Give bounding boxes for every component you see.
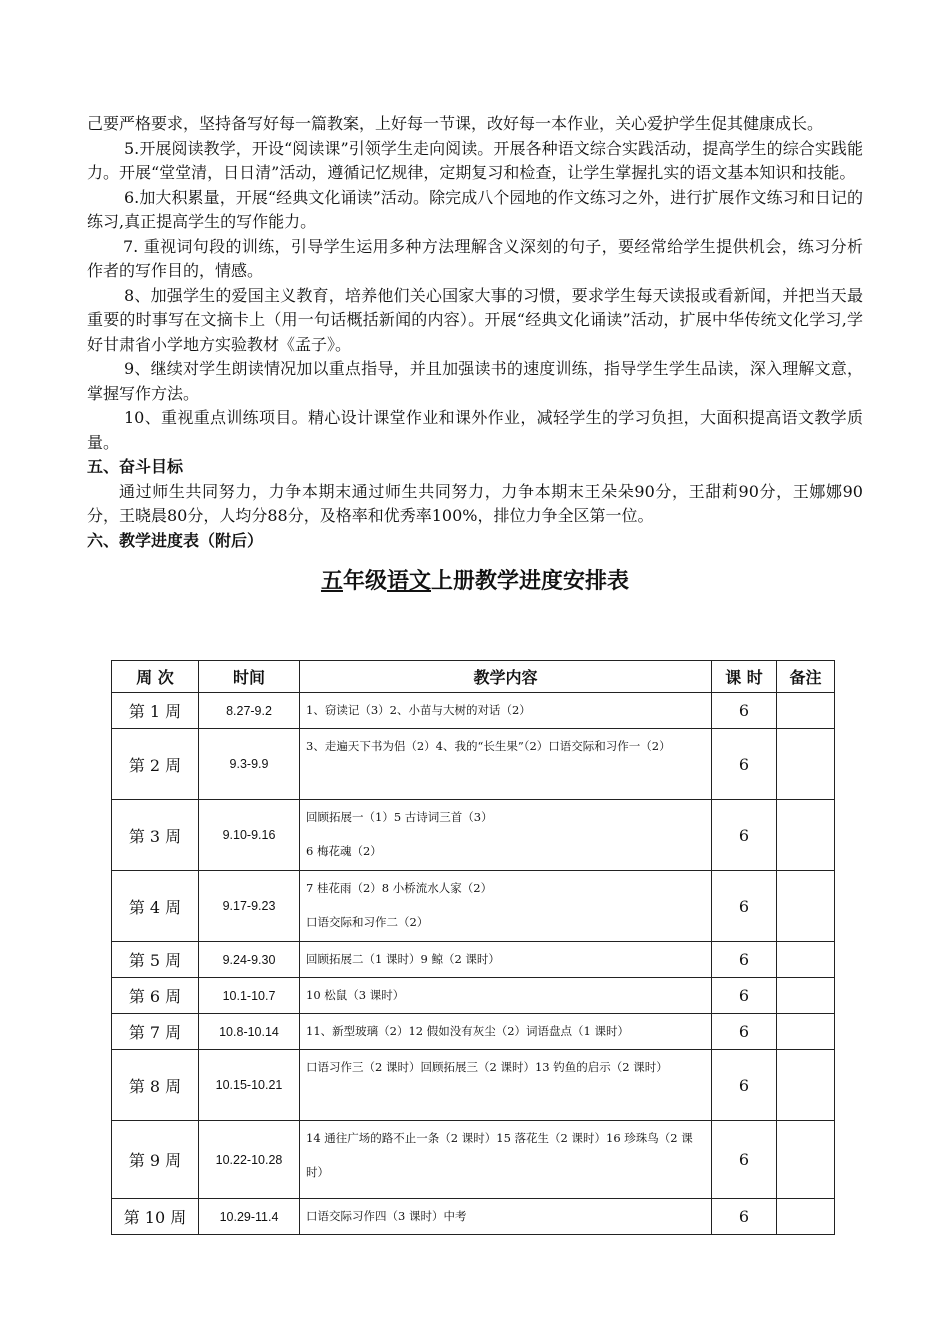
paragraph-item-5: 5.开展阅读教学，开设“阅读课”引领学生走向阅读。开展各种语文综合实践活动，提高学生的综合实践能力。开展“堂堂清，日日清”活动，遵循记忆规律，定期复习和检查，让学生掌握扎实的语文基本知识和技能。 [87, 138, 863, 182]
time-cell: 10.8-10.14 [199, 1014, 300, 1050]
time-cell: 10.29-11.4 [199, 1199, 300, 1235]
table-title-part: 语文 [387, 569, 432, 594]
hours-cell: 6 [712, 1014, 777, 1050]
time-cell: 9.3-9.9 [199, 729, 300, 800]
hours-cell: 6 [712, 800, 777, 871]
time-cell: 9.17-9.23 [199, 871, 300, 942]
content-cell: 1、窃读记（3）2、小苗与大树的对话（2） [300, 693, 712, 729]
table-title [87, 567, 863, 597]
week-cell: 第 3 周 [112, 800, 199, 871]
table-row [112, 1014, 835, 1050]
time-cell: 10.22-10.28 [199, 1121, 300, 1199]
hours-cell: 6 [712, 1121, 777, 1199]
week-cell: 第 4 周 [112, 871, 199, 942]
content-cell: 口语交际习作四（3 课时）中考 [300, 1199, 712, 1235]
header-hours: 课 时 [712, 661, 777, 693]
week-cell: 第 9 周 [112, 1121, 199, 1199]
table-title-part: 五 [320, 569, 343, 594]
content-cell: 10 松鼠（3 课时） [300, 978, 712, 1014]
week-cell: 第 7 周 [112, 1014, 199, 1050]
week-cell: 第 1 周 [112, 693, 199, 729]
paragraph-item-6: 6.加大积累量，开展“经典文化诵读”活动。除完成八个园地的作文练习之外，进行扩展作文练习和日记的练习,真正提高学生的写作能力。 [87, 187, 863, 231]
paragraph-continued: 己要严格要求，坚持备写好每一篇教案，上好每一节课，改好每一本作业，关心爱护学生促其健康成长。 [87, 114, 824, 133]
table-header-row [112, 661, 835, 693]
table-row [112, 942, 835, 978]
hours-cell: 6 [712, 693, 777, 729]
section-5-heading: 五、奋斗目标 [87, 457, 184, 476]
note-cell [777, 800, 835, 871]
header-time: 时间 [199, 661, 300, 693]
header-week: 周 次 [112, 661, 199, 693]
schedule-table [111, 660, 835, 1235]
table-row [112, 871, 835, 942]
hours-cell: 6 [712, 942, 777, 978]
content-cell: 3、走遍天下书为侣（2）4、我的“长生果”（2）口语交际和习作一（2） [300, 729, 712, 800]
note-cell [777, 1199, 835, 1235]
time-cell: 9.10-9.16 [199, 800, 300, 871]
content-cell: 回顾拓展二（1 课时）9 鲸（2 课时） [300, 942, 712, 978]
note-cell [777, 693, 835, 729]
table-title-part: 上册教学进度安排表 [431, 569, 630, 594]
week-cell: 第 5 周 [112, 942, 199, 978]
note-cell [777, 729, 835, 800]
content-cell: 口语习作三（2 课时）回顾拓展三（2 课时）13 钓鱼的启示（2 课时） [300, 1050, 712, 1121]
time-cell: 9.24-9.30 [199, 942, 300, 978]
time-cell: 10.1-10.7 [199, 978, 300, 1014]
content-cell: 7 桂花雨（2）8 小桥流水人家（2） 口语交际和习作二（2） [300, 871, 712, 942]
week-cell: 第 2 周 [112, 729, 199, 800]
section-5-text: 通过师生共同努力，力争本期末通过师生共同努力，力争本期末王朵朵90分，王甜莉90分，王娜娜90分，王晓晨80分，人均分88分，及格率和优秀率100%，排位力争全区第一位。 [87, 481, 863, 525]
note-cell [777, 978, 835, 1014]
table-row [112, 729, 835, 800]
header-content: 教学内容 [300, 661, 712, 693]
table-row [112, 1050, 835, 1121]
table-row [112, 693, 835, 729]
note-cell [777, 942, 835, 978]
week-cell: 第 8 周 [112, 1050, 199, 1121]
section-6-heading: 六、教学进度表（附后） [87, 530, 264, 550]
time-cell: 8.27-9.2 [199, 693, 300, 729]
hours-cell: 6 [712, 1050, 777, 1121]
week-cell: 第 10 周 [112, 1199, 199, 1235]
note-cell [777, 1014, 835, 1050]
table-title-part: 年级 [342, 569, 387, 594]
paragraph-item-7: 7. 重视词句段的训练，引导学生运用多种方法理解含义深刻的句子，要经常给学生提供机会，练习分析作者的写作目的，情感。 [87, 236, 863, 280]
table-row [112, 800, 835, 871]
content-cell: 14 通往广场的路不止一条（2 课时）15 落花生（2 课时）16 珍珠鸟（2 课时） [300, 1121, 712, 1199]
hours-cell: 6 [712, 871, 777, 942]
table-row [112, 978, 835, 1014]
hours-cell: 6 [712, 1199, 777, 1235]
hours-cell: 6 [712, 978, 777, 1014]
header-note: 备注 [777, 661, 835, 693]
note-cell [777, 1121, 835, 1199]
table-row [112, 1121, 835, 1199]
document-page [87, 112, 863, 607]
paragraph-item-9: 9、继续对学生朗读情况加以重点指导，并且加强读书的速度训练，指导学生学生品读，深入理解文意，掌握写作方法。 [87, 359, 863, 403]
hours-cell: 6 [712, 729, 777, 800]
table-row [112, 1199, 835, 1235]
paragraph-item-8: 8、加强学生的爱国主义教育，培养他们关心国家大事的习惯，要求学生每天读报或看新闻，并把当天最重要的时事写在文摘卡上（用一句话概括新闻的内容）。开展“经典文化诵读”活动，扩展中华传统文化学习,学好甘肃省小学地方实验教材《孟子》。 [87, 285, 863, 354]
week-cell: 第 6 周 [112, 978, 199, 1014]
content-cell: 回顾拓展一（1）5 古诗词三首（3） 6 梅花魂（2） [300, 800, 712, 871]
content-cell: 11、新型玻璃（2）12 假如没有灰尘（2）词语盘点（1 课时） [300, 1014, 712, 1050]
note-cell [777, 871, 835, 942]
note-cell [777, 1050, 835, 1121]
time-cell: 10.15-10.21 [199, 1050, 300, 1121]
paragraph-item-10: 10、重视重点训练项目。精心设计课堂作业和课外作业，减轻学生的学习负担，大面积提高语文教学质量。 [87, 408, 863, 452]
